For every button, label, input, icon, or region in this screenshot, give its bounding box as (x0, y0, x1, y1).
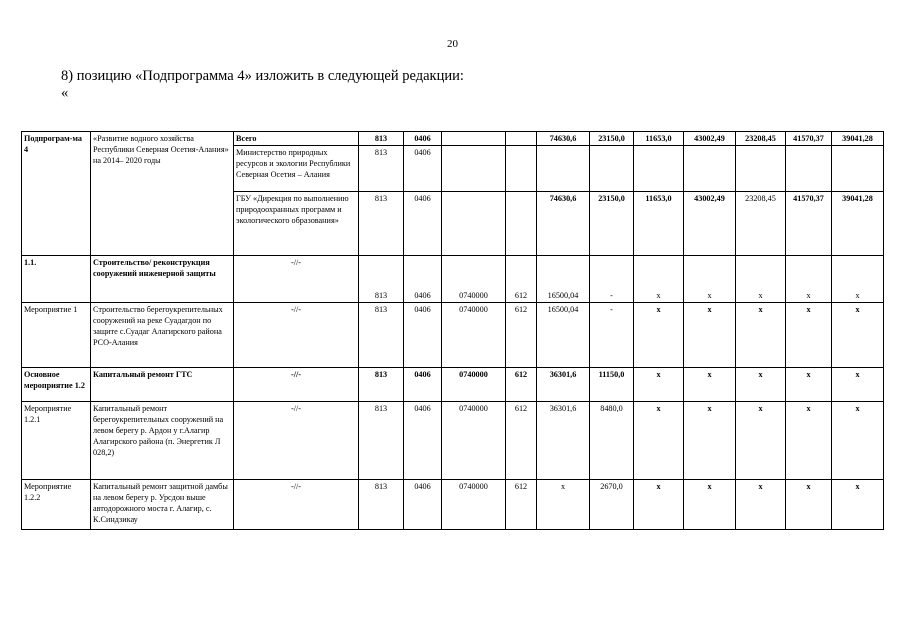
cell-value: x (634, 480, 684, 530)
cell-csr: 0740000 (442, 368, 506, 402)
cell-value: 23208,45 (736, 132, 786, 146)
cell-value: x (786, 303, 832, 368)
table-row (22, 368, 884, 402)
cell-value: 23208,45 (736, 192, 786, 256)
row-executor: Всего (234, 132, 359, 146)
cell-value: x (786, 402, 832, 480)
cell-value: x (786, 256, 832, 303)
cell-value: 11150,0 (590, 368, 634, 402)
row-code: Основное мероприятие 1.2 (22, 368, 91, 402)
cell-vr (506, 192, 537, 256)
cell-value: x (684, 256, 736, 303)
cell-value: 43002,49 (684, 192, 736, 256)
cell-value: x (832, 368, 884, 402)
cell-value: x (832, 303, 884, 368)
cell-value: - (590, 256, 634, 303)
cell-vr: 612 (506, 368, 537, 402)
cell-value: 8480,0 (590, 402, 634, 480)
cell-rzpr: 0406 (404, 192, 442, 256)
cell-value: 23150,0 (590, 132, 634, 146)
cell-value: x (634, 402, 684, 480)
cell-value: x (684, 402, 736, 480)
cell-csr (442, 132, 506, 146)
row-code: Подпрограм-ма 4 (22, 132, 91, 256)
cell-vr: 612 (506, 402, 537, 480)
row-code: Мероприятие 1.2.1 (22, 402, 91, 480)
cell-value: x (634, 368, 684, 402)
cell-value: 36301,6 (537, 402, 590, 480)
row-title: Капитальный ремонт защитной дамбы на левом берегу р. Урсдон выше автодорожного моста г. Алагир, с. К.Синдзикау (91, 480, 234, 530)
row-code: Мероприятие 1 (22, 303, 91, 368)
cell-rzpr: 0406 (404, 402, 442, 480)
cell-grbs: 813 (359, 256, 404, 303)
cell-value: 43002,49 (684, 132, 736, 146)
cell-csr (442, 192, 506, 256)
intro-text: 8) позицию «Подпрограмма 4» изложить в следующей редакции: (61, 68, 464, 84)
cell-value: 74630,6 (537, 192, 590, 256)
cell-vr: 612 (506, 480, 537, 530)
cell-csr: 0740000 (442, 480, 506, 530)
table-row (22, 256, 884, 303)
row-title: Капитальный ремонт ГТС (91, 368, 234, 402)
cell-value: 41570,37 (786, 132, 832, 146)
cell-grbs: 813 (359, 402, 404, 480)
cell-vr: 612 (506, 303, 537, 368)
cell-value: x (684, 480, 736, 530)
cell-rzpr: 0406 (404, 256, 442, 303)
cell-csr: 0740000 (442, 256, 506, 303)
cell-csr: 0740000 (442, 402, 506, 480)
cell-rzpr: 0406 (404, 146, 442, 192)
cell-grbs: 813 (359, 480, 404, 530)
cell-value: x (736, 256, 786, 303)
program-table (21, 131, 884, 530)
row-code: Мероприятие 1.2.2 (22, 480, 91, 530)
cell-grbs: 813 (359, 146, 404, 192)
cell-value: 11653,0 (634, 192, 684, 256)
row-executor: -//- (234, 303, 359, 368)
cell-value: x (537, 480, 590, 530)
cell-value: - (590, 303, 634, 368)
cell-value: 16500,04 (537, 256, 590, 303)
cell-rzpr: 0406 (404, 132, 442, 146)
row-executor: ГБУ «Дирекция по выполнению природоохранных программ и экологического образования» (234, 192, 359, 256)
cell-rzpr: 0406 (404, 368, 442, 402)
table-row (22, 132, 884, 146)
row-executor: -//- (234, 256, 359, 303)
cell-grbs: 813 (359, 132, 404, 146)
cell-value: 41570,37 (786, 192, 832, 256)
row-executor: Министерство природных ресурсов и экологии Республики Северная Осетия – Алания (234, 146, 359, 192)
cell-value: x (736, 368, 786, 402)
cell-vr: 612 (506, 256, 537, 303)
row-executor: -//- (234, 480, 359, 530)
row-title: Строительство берегоукрепительных сооружений на реке Суадагдон по защите с.Суадаг Алагирского района РСО-Алания (91, 303, 234, 368)
cell-value: 39041,28 (832, 132, 884, 146)
cell-value: 74630,6 (537, 132, 590, 146)
cell-rzpr: 0406 (404, 303, 442, 368)
page-number: 20 (447, 38, 458, 50)
cell-value: 23150,0 (590, 192, 634, 256)
cell-value: x (786, 480, 832, 530)
cell-value: x (684, 303, 736, 368)
cell-value: x (634, 256, 684, 303)
row-title: «Развитие водного хозяйства Республики Северная Осетия-Алания» на 2014– 2020 годы (91, 132, 234, 256)
cell-value: x (684, 368, 736, 402)
cell-value: x (832, 480, 884, 530)
cell-grbs: 813 (359, 368, 404, 402)
cell-value: x (832, 256, 884, 303)
cell-value: 11653,0 (634, 132, 684, 146)
table-row (22, 480, 884, 530)
cell-value: 39041,28 (832, 192, 884, 256)
cell-grbs: 813 (359, 303, 404, 368)
cell-value: 2670,0 (590, 480, 634, 530)
row-title: Капитальный ремонт берегоукрепительных сооружений на левом берегу р. Ардон у г.Алагир Алагирского района (п. Энергетик Л 028,2) (91, 402, 234, 480)
cell-value: x (736, 402, 786, 480)
row-code: 1.1. (22, 256, 91, 303)
cell-value: x (634, 303, 684, 368)
row-executor: -//- (234, 368, 359, 402)
open-quote: « (61, 85, 69, 101)
cell-grbs: 813 (359, 192, 404, 256)
cell-value: x (832, 402, 884, 480)
cell-value: x (736, 480, 786, 530)
row-title: Строительство/ реконструкция сооружений инженерной защиты (91, 256, 234, 303)
cell-value: x (736, 303, 786, 368)
cell-csr: 0740000 (442, 303, 506, 368)
cell-value: 16500,04 (537, 303, 590, 368)
table-row (22, 402, 884, 480)
row-executor: -//- (234, 402, 359, 480)
cell-value: 36301,6 (537, 368, 590, 402)
cell-rzpr: 0406 (404, 480, 442, 530)
cell-vr (506, 132, 537, 146)
cell-value: x (786, 368, 832, 402)
table-row (22, 303, 884, 368)
